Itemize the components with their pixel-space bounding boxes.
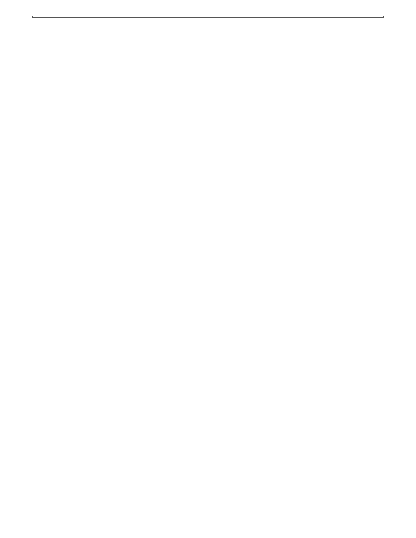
table-of-contents [32,16,384,18]
toc-continuation-box [32,16,384,18]
page-footer [32,515,72,522]
